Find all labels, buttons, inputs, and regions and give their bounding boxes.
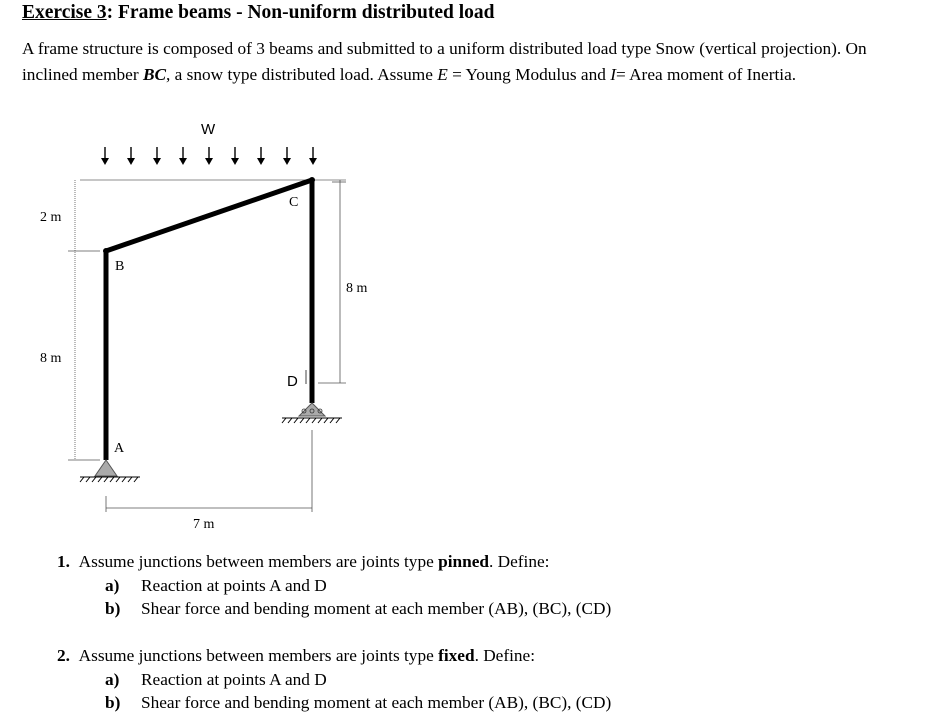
question-1: 1. Assume junctions between members are joints type pinned. Define: xyxy=(57,552,550,571)
question-2b: b) Shear force and bending moment at each member (AB), (BC), (CD) xyxy=(105,693,612,712)
point-label-b: B xyxy=(115,259,125,274)
support-a xyxy=(80,460,140,482)
joint-type-fixed: fixed xyxy=(438,646,475,665)
exercise-subtitle: : Frame beams - Non-uniform distributed load xyxy=(106,2,495,23)
question-2: 2. Assume junctions between members are joints type fixed. Define: xyxy=(57,646,536,665)
inertia-symbol: I xyxy=(610,65,616,84)
dimension-left-top: 2 m xyxy=(40,210,62,225)
dimension-left-main: 8 m xyxy=(40,351,62,366)
joint-b xyxy=(103,248,109,254)
exercise-title xyxy=(22,2,494,24)
member-bc xyxy=(106,180,312,251)
question-list xyxy=(57,550,611,714)
point-label-d: D xyxy=(287,373,298,390)
joint-type-pinned: pinned xyxy=(438,552,489,571)
point-label-c: C xyxy=(289,195,299,210)
question-1b: b) Shear force and bending moment at each member (AB), (BC), (CD) xyxy=(105,599,612,618)
support-d xyxy=(282,403,342,423)
bottom-dimension xyxy=(106,430,312,512)
distributed-load-arrows xyxy=(101,147,317,165)
question-2a: a) Reaction at points A and D xyxy=(105,670,327,689)
load-label-w: W xyxy=(201,121,216,138)
question-1a: a) Reaction at points A and D xyxy=(105,576,327,595)
joint-c xyxy=(309,177,315,183)
point-label-a: A xyxy=(114,441,125,456)
young-modulus-symbol: E xyxy=(437,65,448,84)
dimension-bottom: 7 m xyxy=(193,517,215,532)
right-dimension xyxy=(318,180,346,383)
frame-diagram xyxy=(0,110,400,540)
dimension-right: 8 m xyxy=(346,281,368,296)
member-bc: BC xyxy=(142,65,166,84)
left-dimension xyxy=(68,180,100,460)
intro-paragraph: A frame structure is composed of 3 beams and submitted to a uniform distributed load type Snow (vertical projection). On inclined member BC, a snow type distributed load. Assume E = Young Modulus and I= Area moment of Inertia. xyxy=(22,39,867,84)
exercise-number: Exercise 3 xyxy=(22,2,107,23)
